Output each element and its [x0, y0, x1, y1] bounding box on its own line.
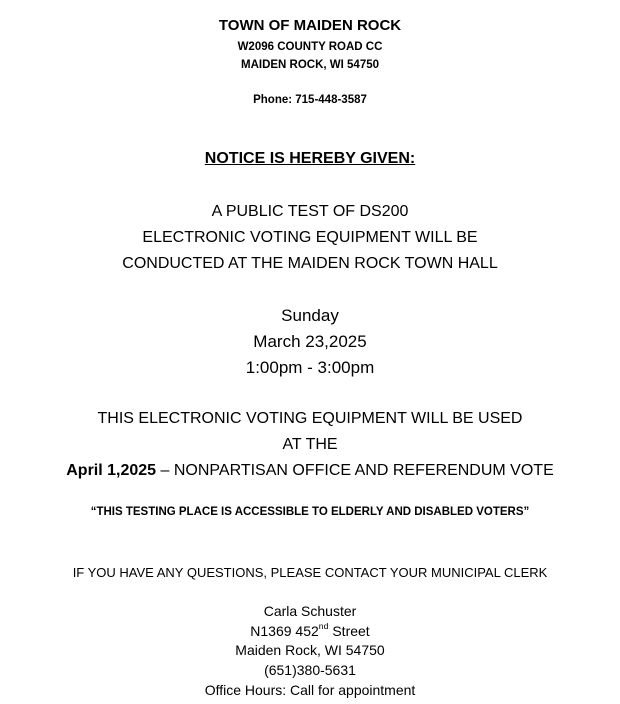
clerk-street-number: N1369 452 [250, 623, 319, 639]
usage-election-line [0, 463, 620, 479]
clerk-street-name: Street [328, 623, 370, 639]
notice-heading: NOTICE IS HEREBY GIVEN: [204, 150, 416, 167]
election-description: – NONPARTISAN OFFICE AND REFERENDUM VOTE [156, 462, 554, 479]
clerk-city-state-zip: Maiden Rock, WI 54750 [235, 642, 385, 658]
contact-intro: IF YOU HAVE ANY QUESTIONS, PLEASE CONTACT YOUR MUNICIPAL CLERK [72, 565, 548, 580]
election-date: April 1,2025 [66, 462, 157, 479]
address-line-2: MAIDEN ROCK, WI 54750 [240, 59, 380, 71]
schedule-day: Sunday [281, 306, 339, 325]
notice-line-1: A PUBLIC TEST OF DS200 [211, 203, 409, 220]
schedule-time: 1:00pm - 3:00pm [245, 358, 375, 377]
usage-line-2: AT THE [282, 436, 338, 453]
schedule-date: March 23,2025 [253, 332, 367, 351]
town-name: TOWN OF MAIDEN ROCK [218, 17, 402, 34]
clerk-office-hours: Office Hours: Call for appointment [204, 682, 416, 698]
clerk-street [0, 621, 620, 639]
clerk-street-ordinal: nd [318, 621, 329, 632]
accessibility-note: “THIS TESTING PLACE IS ACCESSIBLE TO ELDERLY AND DISABLED VOTERS” [90, 506, 530, 518]
notice-line-3: CONDUCTED AT THE MAIDEN ROCK TOWN HALL [122, 255, 498, 272]
clerk-name: Carla Schuster [263, 603, 357, 619]
address-line-1: W2096 COUNTY ROAD CC [237, 41, 383, 53]
usage-line-1: THIS ELECTRONIC VOTING EQUIPMENT WILL BE USED [97, 410, 523, 427]
town-phone: Phone: 715-448-3587 [253, 94, 367, 106]
clerk-phone: (651)380-5631 [264, 662, 356, 678]
notice-line-2: ELECTRONIC VOTING EQUIPMENT WILL BE [142, 229, 478, 246]
